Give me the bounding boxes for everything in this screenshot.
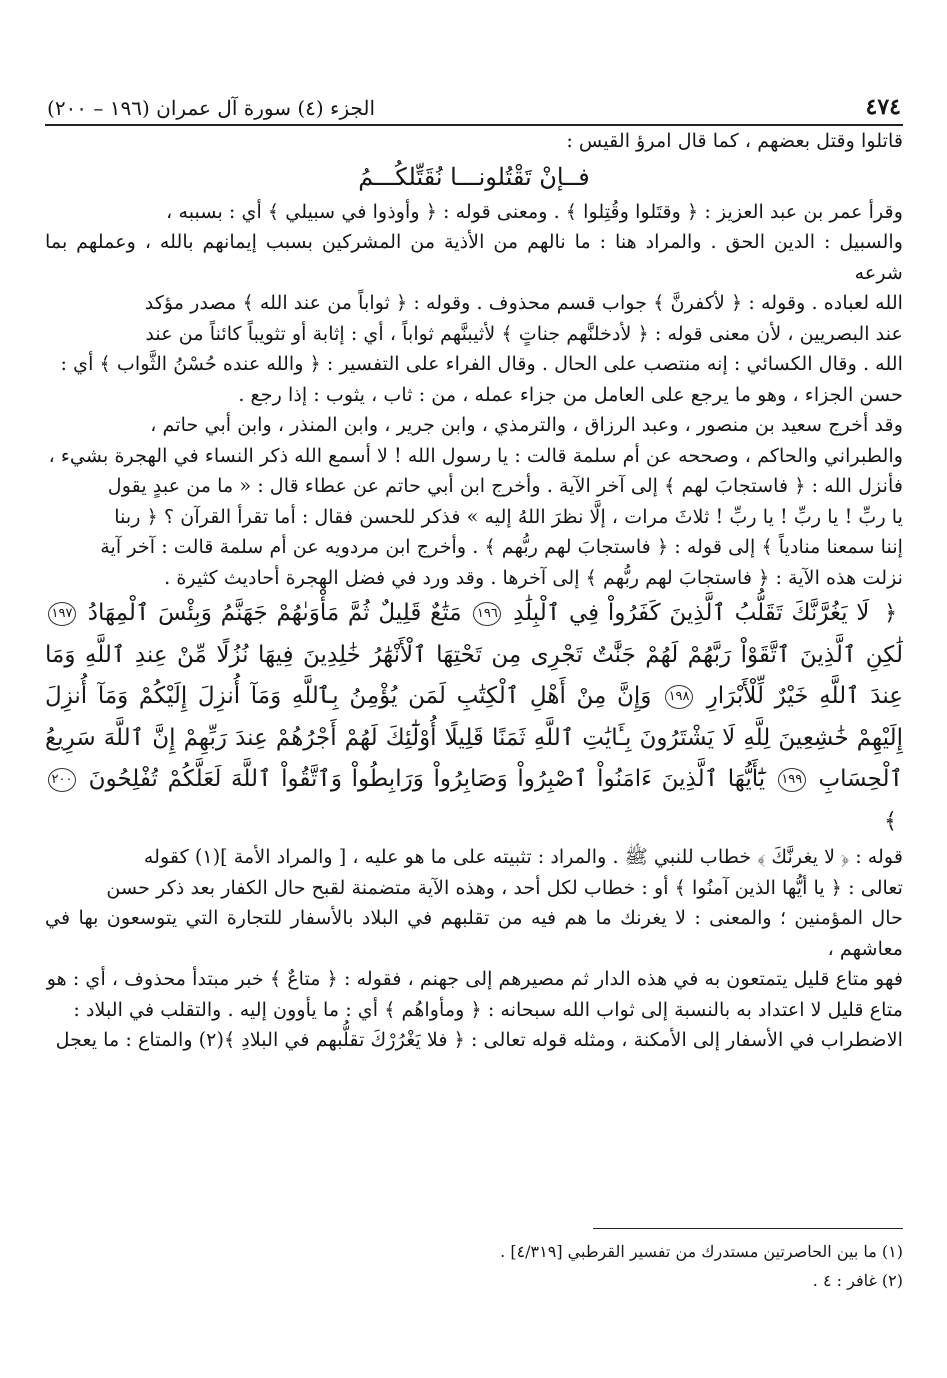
paragraph-2-line: والطبراني والحاكم ، وصححه عن أم سلمة قالت : يا رسول الله ! لا أسمع الله ذكر النساء في الهجرة بشيء ، (48, 443, 903, 467)
paragraph-3-line: قوله : ﴿ لا يغرنَّكَ ﴾ خطاب للنبي ﷺ . والمراد : تثبيته على ما هو عليه ، [ والمراد الأمة ](١) كقوله (143, 845, 903, 868)
running-header (45, 88, 903, 126)
paragraph-1-line: عند البصريين ، لأن معنى قوله : ﴿ لأدخلنَّهم جناتٍ ﴾ لأثيبنَّهم ثواباً ، أي : إثابة أو تثويباً كائناً من عند (145, 321, 903, 345)
paragraph-1-line: والسبيل : الدين الحق . والمراد هنا : ما نالهم من الأذية من المشركين بسبب إيمانهم بالله ، وعملهم بما شرعه (45, 230, 903, 284)
paragraph-3-line: فهو متاع قليل يتمتعون به في هذه الدار ثم مصيرهم إلى جهنم ، فقوله : ﴿ متاعٌ ﴾ خبر مبتدأ محذوف ، أي : هو (46, 967, 903, 990)
verse-text: يَٰٓأَيُّهَا ٱلَّذِينَ ءَامَنُواْ ٱصْبِرُواْ وَصَابِرُواْ وَرَابِطُواْ وَٱتَّقُواْ ٱللَّهَ لَعَلَّكُمْ تُفْلِحُونَ (88, 766, 766, 792)
verse-text: وَإِنَّ مِنْ أَهْلِ ٱلْكِتَٰبِ لَمَن يُؤْمِنُ بِٱللَّهِ وَمَآ أُنزِلَ إِلَيْكُمْ وَمَآ أُنزِلَ إِلَيْهِمْ خَٰشِعِينَ لِلَّهِ لَا يَشْتَرُونَ بِـَٔايَٰتِ ٱللَّهِ ثَمَنًا قَلِيلًا أُوْلَٰٓئِكَ لَهُمْ أَجْرُهُمْ عِندَ رَبِّهِمْ إِنَّ ٱللَّهَ سَرِيعُ ٱلْحِسَابِ (45, 683, 903, 792)
verse-number: ١٩٦ (473, 602, 501, 626)
page-number: ٤٧٤ (865, 94, 901, 120)
paragraph-2-line: إننا سمعنا منادياً ﴾ إلى قوله : ﴿ فاستجابَ لهم ربُّهم ﴾ . وأخرج ابن مردويه عن أم سلمة قالت : آخر آية (100, 535, 903, 558)
footnote: (١) ما بين الحاصرتين مستدرك من تفسير القرطبي [٤/٣١٩] . (500, 1242, 903, 1261)
poem-verse: فــإنْ تَقْتُلونـــا نُقَتِّلكُـــمُ (358, 162, 590, 191)
paragraph-2-line: يا ربِّ ! يا ربِّ ! يا ربِّ ! ثلاثَ مرات ، إلَّا نظرَ اللهُ إليه » فذكر للحسن فقال : أما تقرأ القرآن ؟ ﴿ ربنا (114, 504, 903, 528)
verse-number: ١٩٧ (48, 602, 76, 626)
paragraph-1 (45, 197, 903, 411)
paragraph-3-line: متاع قليل لا اعتداد به بالنسبة إلى ثواب الله سبحانه : ﴿ ومأواهُم ﴾ أي : ما يأوون إليه . والتقلب في البلاد : (73, 997, 903, 1021)
ornate-bracket-open: ﴿ (884, 601, 898, 626)
paragraph-2-line: وقد أخرج سعيد بن منصور ، وعبد الرزاق ، والترمذي ، وابن جرير ، وابن المنذر ، وابن أبي حاتم ، (150, 413, 903, 436)
paragraph-1-line: وقرأ عمر بن عبد العزيز : ﴿ وقتَلوا وقُتِلوا ﴾ . ومعنى قوله : ﴿ وأوذوا في سبيلي ﴾ أي : بسببه ، (166, 199, 903, 223)
paragraph-2 (45, 410, 903, 593)
paragraph-3-line: الاضطراب في الأسفار إلى الأمكنة ، ومثله قوله تعالى : ﴿ فلا يَغْرُرْكَ تقلُّبهم في البلادِ ﴾(٢) والمتاع : ما يعجل (55, 1028, 903, 1051)
footnotes (45, 1237, 903, 1295)
verse-text: لَا يَغُرَّنَّكَ تَقَلُّبُ ٱلَّذِينَ كَفَرُواْ فِي ٱلْبِلَٰدِ (513, 600, 870, 626)
paragraph-3-line: حال المؤمنين ؛ والمعنى : لا يغرنك ما هم فيه من تقلبهم في البلاد بالأسفار للتجارة التي يتوسعون بها في معاشهم ، (45, 906, 903, 960)
header-title: الجزء (٤) سورة آل عمران (١٩٦ – ٢٠٠) (47, 96, 376, 120)
verse-number: ١٩٨ (665, 685, 693, 709)
paragraph-1-line: الله لعباده . وقوله : ﴿ لأكفرنَّ ﴾ جواب قسم محذوف . وقوله : ﴿ ثواباً من عند الله ﴾ مصدر مؤكد (144, 291, 903, 314)
ornate-bracket-close: ﴾ (884, 808, 897, 834)
quran-verses (45, 593, 903, 842)
verse-number: ١٩٩ (778, 768, 806, 792)
paragraph-3-line: تعالى : ﴿ يا أيُّها الذين آمنُوا ﴾ أو : خطاب لكل أحد ، وهذه الآية متضمنة لقبح حال الكفار بعد ذكر حسن (106, 875, 903, 899)
intro-line: قاتلوا وقتل بعضهم ، كما قال امرؤ القيس : (566, 129, 903, 152)
footnote: (٢) غافر : ٤ . (812, 1271, 903, 1290)
footnote-divider (593, 1228, 903, 1229)
paragraph-2-line: نزلت هذه الآية : ﴿ فاستجابَ لهم ربُّهم ﴾ إلى آخرها . وقد ورد في فضل الهجرة أحاديث كثيرة . (164, 565, 903, 589)
verse-text: لَٰكِنِ ٱلَّذِينَ ٱتَّقَوْاْ رَبَّهُمْ لَهُمْ جَنَّٰتٌ تَجْرِى مِن تَحْتِهَا ٱلْأَنْهَٰرُ خَٰلِدِينَ فِيهَا نُزُلًا مِّنْ عِندِ ٱللَّهِ وَمَا عِندَ ٱللَّهِ خَيْرٌ لِّلْأَبْرَارِ (45, 641, 903, 709)
paragraph-3 (45, 842, 903, 1056)
paragraph-2-line: فأنزل الله : ﴿ فاستجابَ لهم ﴾ إلى آخر الآية . وأخرج ابن أبي حاتم عن عطاء قال : « ما من عبدٍ يقول (107, 474, 903, 497)
page (45, 88, 903, 1056)
paragraph-1-line: الله . وقال الكسائي : إنه منتصب على الحال . وقال الفراء على التفسير : ﴿ والله عنده حُسْنُ الثَّواب ﴾ أي : (60, 352, 903, 375)
verse-text: مَتَٰعٌ قَلِيلٌ ثُمَّ مَأْوَىٰهُمْ جَهَنَّمُ وَبِئْسَ ٱلْمِهَادُ (87, 600, 462, 626)
paragraph-1-line: حسن الجزاء ، وهو ما يرجع على العامل من جزاء عمله ، من : ثاب ، يثوب : إذا رجع . (238, 382, 903, 406)
verse-number: ٢٠٠ (48, 768, 76, 792)
commentary-body (45, 126, 903, 1056)
